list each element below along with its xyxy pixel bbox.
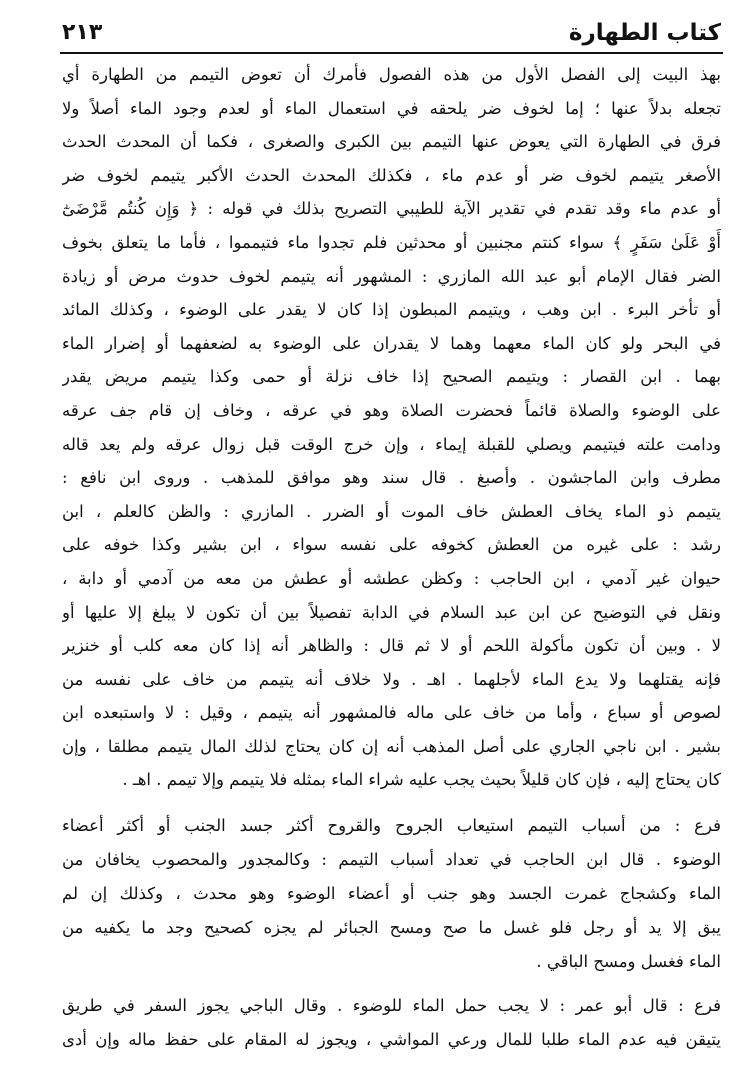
text-line: مطرف وابن الماجشون . وأصبغ . قال سند وهو موافق للمذهب . وروى ابن نافع : — [62, 468, 721, 488]
header-title: كتاب الطهارة — [568, 20, 721, 46]
text-line: في البحر ولو كان الماء معهما وهما لا يقدران على الوضوء به لضعفهما أو إضرار الماء — [62, 333, 721, 353]
text-line: الأصغر يتيمم لخوف ضر أو عدم ماء ، فكذلك المحدث الحدث الأكبر يتيمم لخوف ضر — [62, 165, 721, 185]
subsection-paragraph — [62, 989, 721, 1057]
text-line: فإنه يقتلهما ولا يدع الماء لأجلهما . اهـ . ولا خلاف أنه يتيمم من خاف على نفسه من — [62, 669, 721, 689]
text-line: الضر فقال الإمام أبو عبد الله المازري : المشهور أنه يتيمم لخوف حدوث مرض أو زيادة — [62, 266, 721, 286]
text-line: فرع : قال أبو عمر : لا يجب حمل الماء للوضوء . وقال الباجي يجوز السفر في طريق — [62, 996, 721, 1016]
text-line: الماء فغسل ومسح الباقي . — [536, 952, 721, 972]
text-line: كان يحتاج إليه ، فإن كان قليلاً بحيث يجب عليه شراء الماء بمثله فلا يتيمم وإلا تيمم . اهـ . — [122, 770, 721, 790]
header-rule — [60, 52, 723, 54]
text-line: بشير . ابن ناجي الجاري على أصل المذهب أنه إن كان يحتاج لذلك المال يتيمم مطلقا ، وإن — [62, 736, 721, 756]
text-line: يبق إلا يد أو رجل فلو غسل ما صح ومسح الجبائر لم يجزه كصحيح وجد ما يكفيه من — [62, 918, 721, 938]
text-line: فرع : من أسباب التيمم استيعاب الجروح والقروح أكثر جسد الجنب أو أكثر أعضاء — [62, 816, 721, 836]
text-line: بهما . ابن القصار : ويتيمم الصحيح إذا خاف نزلة أو حمى وكذا يتيمم مريض يقدر — [62, 367, 721, 387]
text-line: حيوان غير آدمي ، ابن الحاجب : وكظن عطشه أو عطش من معه من آدمي أو دابة ، — [62, 568, 721, 588]
text-line: رشد : على غيره من العطش كخوفه على نفسه سواء ، ابن بشير وكذا خوفه على — [62, 535, 721, 555]
text-line: الوضوء . قال ابن الحاجب في تعداد أسباب التيمم : وكالمجدور والمحصوب يخافان من — [62, 850, 721, 870]
text-line: أو عدم ماء وقد تقدم في تقدير الآية للطيبي التصريح بذلك في قوله : ﴿ وَإِن كُنتُم مَّرْضَىٰٓ — [62, 199, 721, 219]
text-line: يتيقن فيه عدم الماء طلبا للمال ورعي المواشي ، ويجوز له المقام على حفظ ماله وإن أدى — [62, 1030, 721, 1050]
text-line: الماء وكشجاج غمرت الجسد وهو جنب أو أعضاء الوضوء وهو محدث ، وكذلك إن لم — [62, 884, 721, 904]
subsection-paragraph — [62, 809, 721, 979]
main-paragraph — [62, 58, 721, 797]
text-line: لصوص أو سباع ، وأما من خاف على ماله فالمشهور أنه يتيمم ، وقيل : لا واستبعده ابن — [62, 703, 721, 723]
text-line: أَوْ عَلَىٰ سَفَرٍ ﴾ سواء كنتم مجنبين أو محدثين فلم تجدوا ماء فتيمموا ، فأما ما يتعلق بخوف — [62, 232, 721, 252]
text-line: بهذ البيت إلى الفصل الأول من هذه الفصول فأمرك أن تعوض التيمم من الطهارة أي — [62, 65, 721, 84]
text-line: لا . وبين أن تكون مأكولة اللحم أو لا ثم قال : والظاهر أنه إذا كان معه كلب أو خنزير — [62, 636, 721, 656]
text-line: ودامت علته فيتيمم ويصلي للقبلة إيماء ، وإن خرج الوقت قبل زوال عرقه ولم يعد قاله — [62, 434, 721, 454]
text-line: يتيمم ذو الماء يخاف العطش خاف الموت أو الضرر . المازري : والظن كالعلم ، ابن — [62, 501, 721, 521]
text-line: تجعله بدلاً عنها ؛ إما لخوف ضر يلحقه في استعمال الماء أو لعدم وجود الماء أصلاً ولا — [62, 98, 721, 118]
text-line: فرق في الطهارة التي يعوض عنها التيمم بين الكبرى والصغرى ، فكما أن المحدث الحدث — [62, 132, 721, 152]
running-header — [62, 10, 721, 50]
page-number: ٢١٣ — [62, 20, 103, 45]
body-text — [62, 58, 721, 1057]
text-line: ونقل في التوضيح عن ابن عبد السلام في الدابة تفصيلاً بين أن تكون لا يبلغ إلا عليها أو — [62, 602, 721, 622]
text-line: أو تأخر البرء . ابن وهب ، ويتيمم المبطون إذا كان لا يقدر على الوضوء ، وكذلك المائد — [62, 300, 721, 320]
text-line: على الوضوء والصلاة قائماً فحضرت الصلاة وهو في عرقه ، وخاف إن قام جف عرقه — [62, 400, 721, 420]
